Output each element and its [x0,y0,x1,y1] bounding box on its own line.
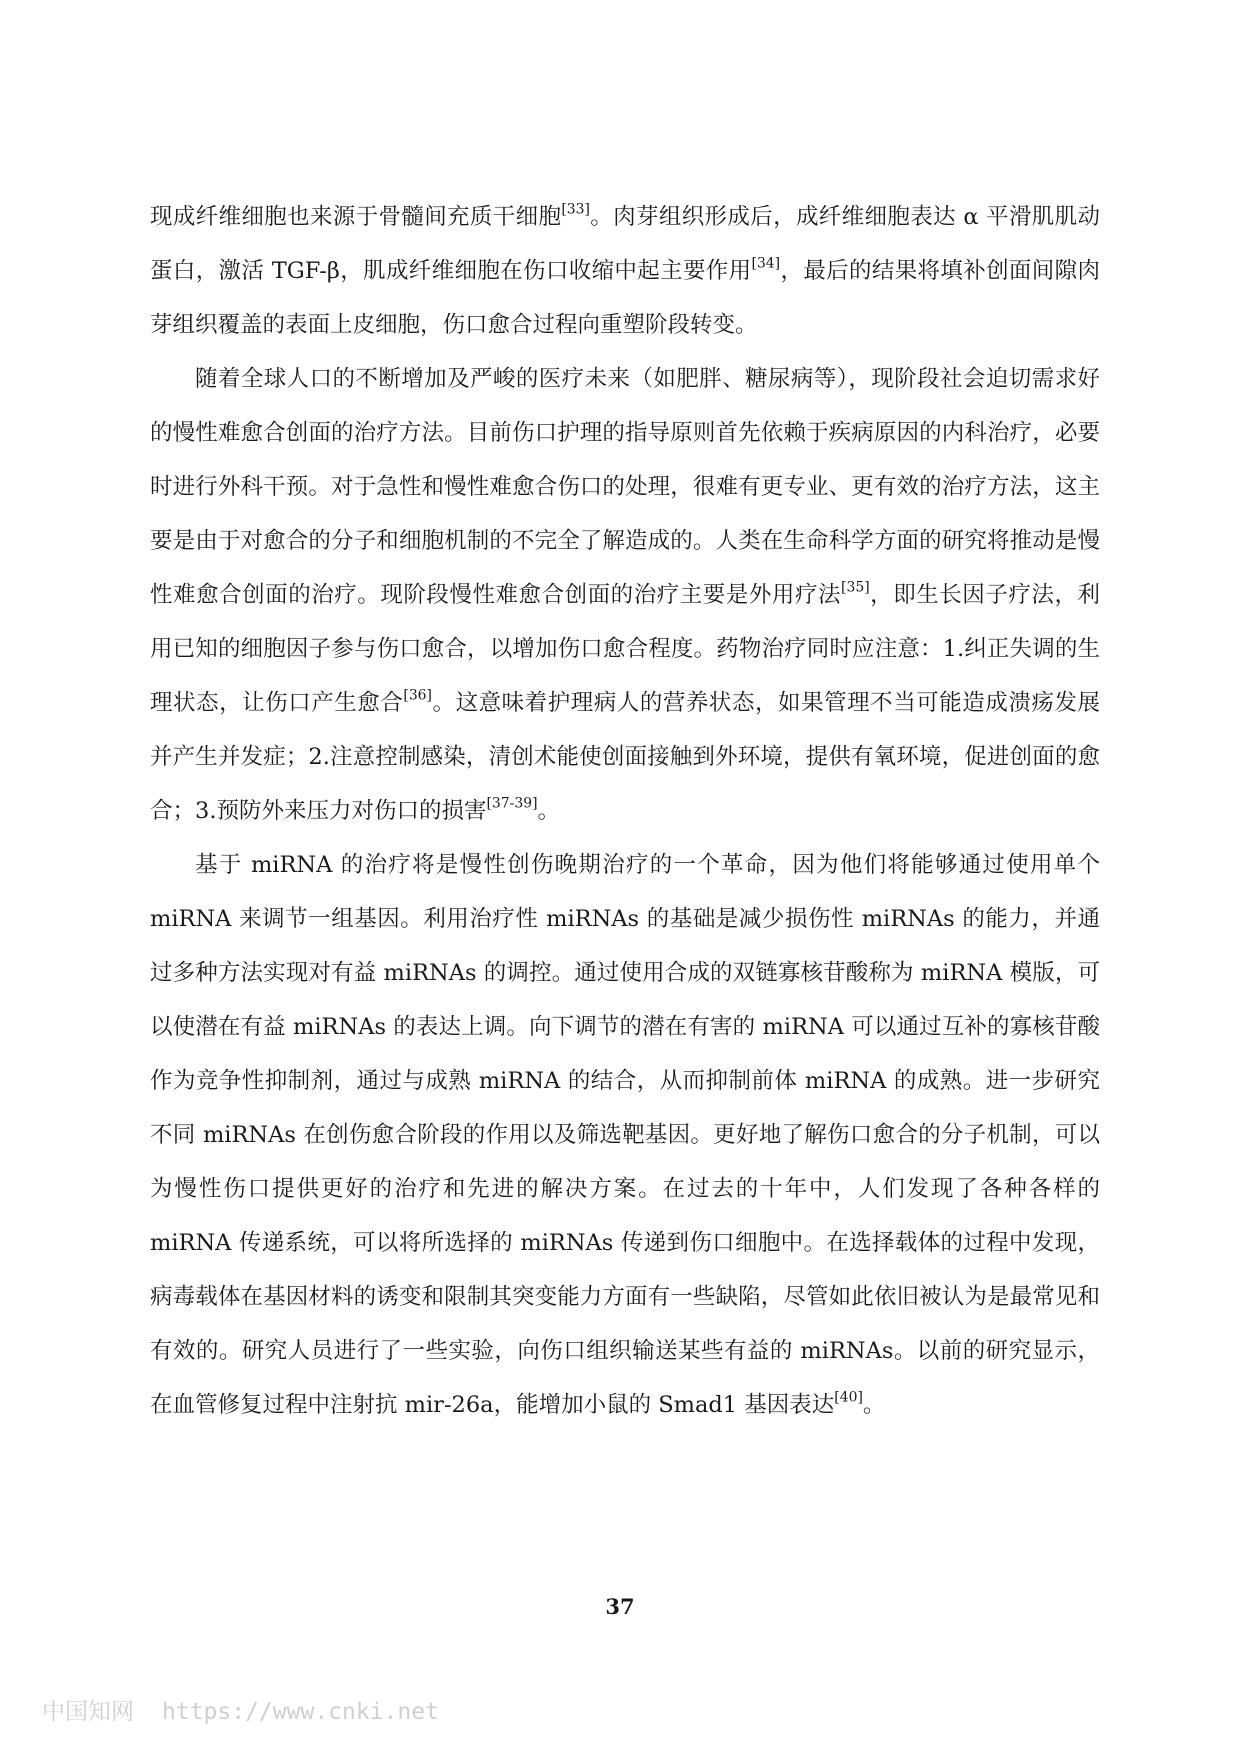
watermark-url: https://www.cnki.net [162,1699,439,1725]
citation-ref[interactable]: [34] [751,255,781,272]
paragraph-text: 现成纤维细胞也来源于骨髓间充质干细胞 [150,204,562,230]
citation-ref[interactable]: [36] [403,687,432,704]
main-text [150,190,1100,1432]
paragraph-text: ，最后的结果将填补创面间隙肉芽组织覆盖的表面上皮细胞，伤口愈合过程向重塑阶段转变。 [150,258,1100,338]
citation-ref[interactable]: [33] [561,201,590,218]
cnki-watermark [42,1693,467,1726]
citation-ref[interactable]: [37-39] [486,795,538,812]
watermark-brand: 中国知网 [42,1699,134,1725]
paragraph-text: 基于 miRNA 的治疗将是慢性创伤晚期治疗的一个革命，因为他们将能够通过使用单个 miRNA 来调节一组基因。利用治疗性 miRNAs 的基础是减少损伤性 miRNAs 的能力，并通过多种方法实现对有益 miRNAs 的调控。通过使用合成的双链寡核苷酸称为 miRNA 模版，可以使潜在有益 miRNAs 的表达上调。向下调节的潜在有害的 miRNA 可以通过互补的寡核苷酸作为竞争性抑制剂，通过与成熟 miRNA 的结合，从而抑制前体 miRNA 的成熟。进一步研究不同 miRNAs 在创伤愈合阶段的作用以及筛选靶基因。更好地了解伤口愈合的分子机制，可以为慢性伤口提供更好的治疗和先进的解决方案。在过去的十年中，人们发现了各种各样的 miRNA 传递系统，可以将所选择的 miRNAs 传递到伤口细胞中。在选择载体的过程中发现，病毒载体在基因材料的诱变和限制其突变能力方面有一些缺陷，尽管如此依旧被认为是最常见和有效的。研究人员进行了一些实验，向伤口组织输送某些有益的 miRNAs。以前的研究显示，在血管修复过程中注射抗 mir-26a，能增加小鼠的 Smad1 基因表达 [150,852,1100,1418]
paragraph-text: 。这意味着护理病人的营养状态，如果管理不当可能造成溃疡发展并产生并发症；2.注意控制感染，清创术能使创面接触到外环境，提供有氧环境，促进创面的愈合；3.预防外来压力对伤口的损害 [150,690,1100,824]
paragraph-text: 随着全球人口的不断增加及严峻的医疗未来（如肥胖、糖尿病等），现阶段社会迫切需求好的慢性难愈合创面的治疗方法。目前伤口护理的指导原则首先依赖于疾病原因的内科治疗，必要时进行外科干预。对于急性和慢性难愈合伤口的处理，很难有更专业、更有效的治疗方法，这主要是由于对愈合的分子和细胞机制的不完全了解造成的。人类在生命科学方面的研究将推动是慢性难愈合创面的治疗。现阶段慢性难愈合创面的治疗主要是外用疗法 [150,366,1100,608]
page-number: 37 [605,1594,635,1619]
paragraph-1 [150,190,1100,352]
paragraph-text: ，即生长因子疗法，利用已知的细胞因子参与伤口愈合，以增加伤口愈合程度。药物治疗同时应注意：1.纠正失调的生理状态，让伤口产生愈合 [150,582,1100,716]
paragraph-text: 。 [537,798,561,824]
citation-ref[interactable]: [35] [841,579,870,596]
citation-ref[interactable]: [40] [834,1389,863,1406]
paragraph-text: 。 [862,1392,886,1418]
paragraph-3 [150,838,1100,1432]
paragraph-2 [150,352,1100,838]
paragraph-text: 。肉芽组织形成后，成纤维细胞表达 α 平滑肌肌动蛋白，激活 TGF-β，肌成纤维细胞在伤口收缩中起主要作用 [150,204,1100,284]
